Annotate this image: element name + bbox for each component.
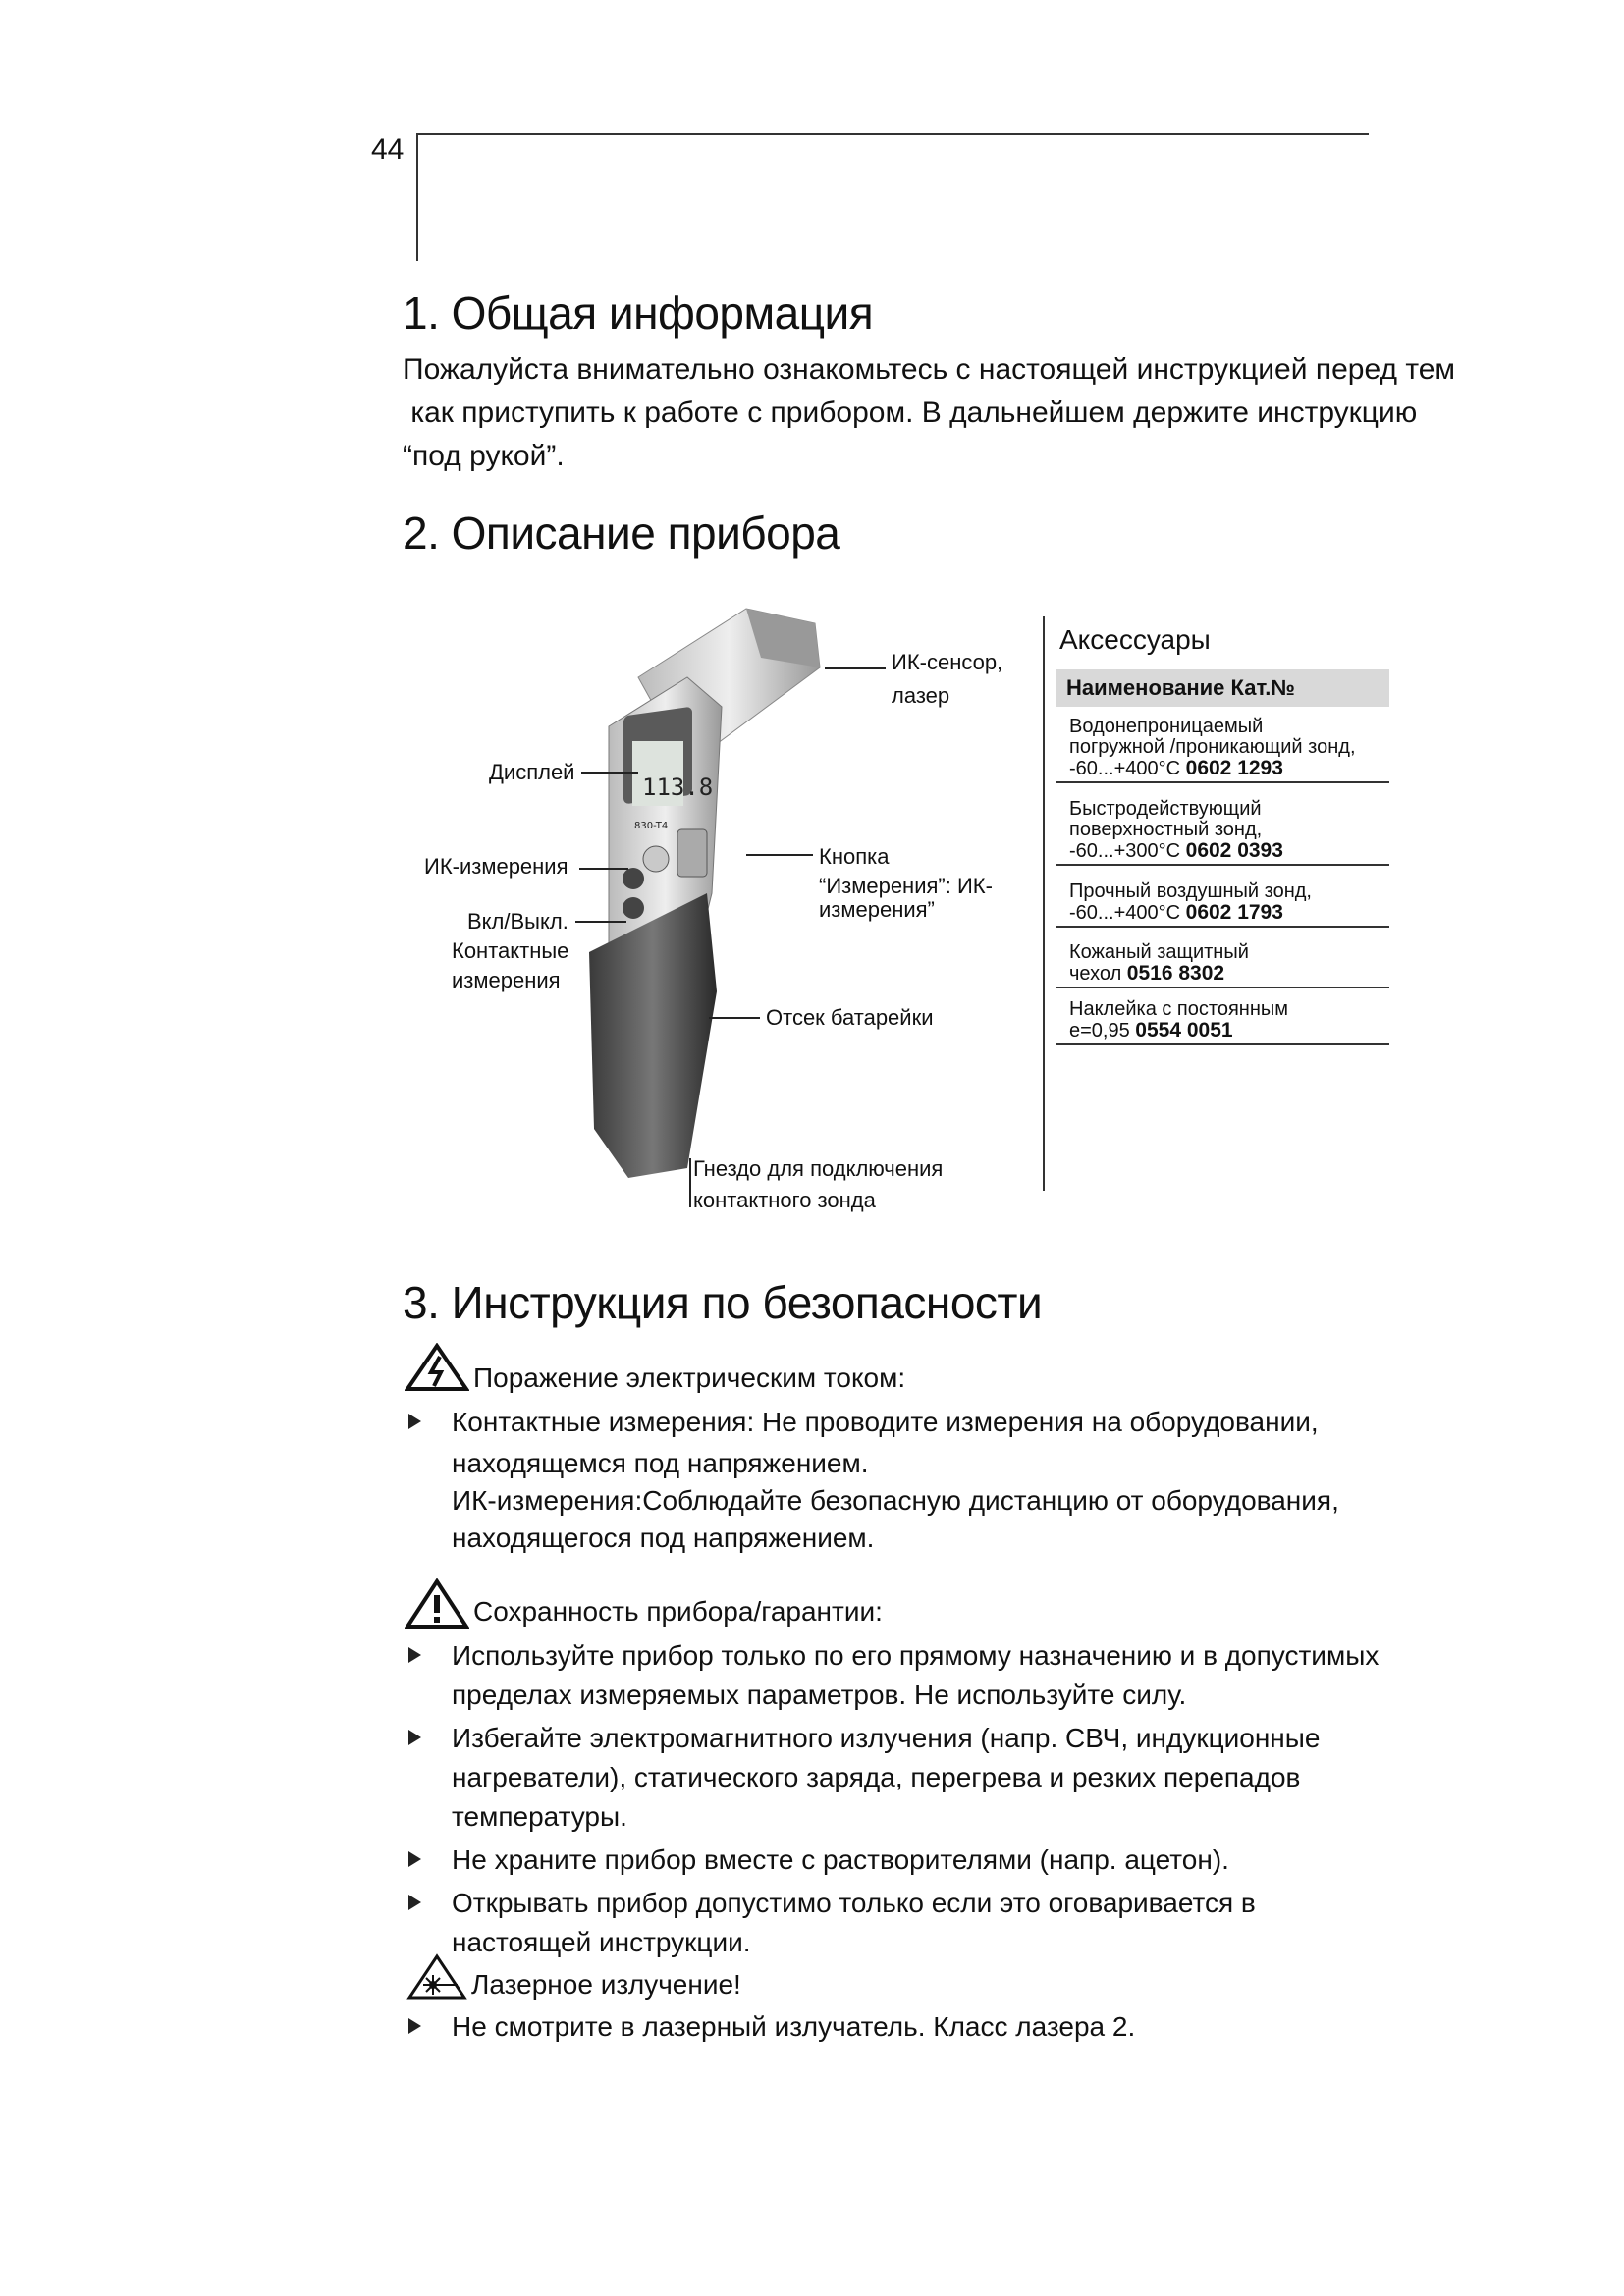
shock-line-2: находящемся под напряжением. (452, 1448, 869, 1478)
accessory-code: 0602 1793 (1185, 901, 1283, 924)
device-screen-value: 113.8 (642, 774, 714, 801)
callout-laser: лазер (892, 683, 950, 708)
intro-line-2: как приступить к работе с прибором. В дальнейшем держите инструкцию (403, 397, 1418, 429)
header-rule-vertical (416, 133, 418, 261)
safety-line: температуры. (452, 1801, 627, 1832)
callout-button-2: “Измерения”: ИК- (819, 874, 993, 898)
electric-shock-warning-icon (405, 1343, 469, 1392)
accessory-code: 0554 0051 (1135, 1019, 1233, 1041)
leader-onoff (575, 921, 626, 923)
safety-line: нагреватели), статического заряда, перегрева и резких перепадов (452, 1762, 1301, 1792)
accessory-code: 0602 0393 (1185, 839, 1283, 862)
header-rule-horizontal (416, 133, 1369, 135)
section-3-title: 3. Инструкция по безопасности (403, 1277, 1043, 1328)
callout-ir-sensor: ИК-сенсор, (892, 650, 1003, 674)
safety-heading: Сохранность прибора/гарантии: (473, 1596, 883, 1627)
callout-contact-1: Контактные (452, 938, 569, 963)
leader-display (581, 772, 638, 774)
accessory-code: 0602 1293 (1185, 757, 1283, 779)
intro-line-3: “под рукой”. (403, 440, 565, 472)
accessory-row: Прочный воздушный зонд, -60...+400°C 0602 1793 (1056, 881, 1389, 928)
callout-ir-measure: ИК-измерения (424, 854, 568, 879)
thermometer-illustration (550, 599, 864, 1188)
accessories-title: Аксессуары (1059, 624, 1211, 655)
callout-socket-1: Гнездо для подключения (693, 1156, 944, 1181)
callout-battery: Отсек батарейки (766, 1005, 934, 1030)
callout-button-3: измерения” (819, 897, 935, 922)
caution-warning-icon (405, 1578, 469, 1629)
laser-heading: Лазерное излучение! (471, 1969, 741, 2000)
callout-contact-2: измерения (452, 968, 561, 992)
laser-warning-icon (406, 1953, 467, 2001)
device-model-label: 830-T4 (634, 821, 669, 831)
safety-line: пределах измеряемых параметров. Не используйте силу. (452, 1680, 1187, 1710)
accessories-divider (1043, 616, 1045, 1191)
accessory-row: Наклейка с постоянным e=0,95 0554 0051 (1056, 999, 1389, 1045)
accessory-code: 0516 8302 (1126, 962, 1225, 985)
accessories-table-header: Наименование Кат.№ (1056, 669, 1389, 707)
accessory-row: Водонепроницаемый погружной /проникающий зонд, -60...+400°C 0602 1293 (1056, 717, 1389, 783)
leader-ir-sensor (825, 667, 886, 669)
leader-ir-measure (579, 868, 628, 870)
callout-onoff: Вкл/Выкл. (467, 909, 568, 934)
leader-button (746, 854, 813, 856)
shock-line-4: находящегося под напряжением. (452, 1522, 875, 1553)
safety-line: настоящей инструкции. (452, 1927, 751, 1957)
section-2-title: 2. Описание прибора (403, 507, 840, 559)
accessory-row: Кожаный защитный чехол 0516 8302 (1056, 942, 1389, 988)
callout-button-1: Кнопка (819, 844, 890, 869)
callout-display: Дисплей (489, 760, 575, 784)
intro-line-1: Пожалуйста внимательно ознакомьтесь с настоящей инструкцией перед тем (403, 353, 1456, 386)
shock-heading: Поражение электрическим током: (473, 1362, 906, 1393)
callout-socket-2: контактного зонда (693, 1188, 876, 1212)
leader-socket (689, 1158, 691, 1207)
section-1-title: 1. Общая информация (403, 288, 874, 339)
accessory-row: Быстродействующий поверхностный зонд, -60...+300°C 0602 0393 (1056, 799, 1389, 866)
shock-line-3: ИК-измерения:Соблюдайте безопасную дистанцию от оборудования, (452, 1485, 1339, 1516)
page-number: 44 (371, 133, 405, 166)
leader-battery (709, 1017, 760, 1019)
